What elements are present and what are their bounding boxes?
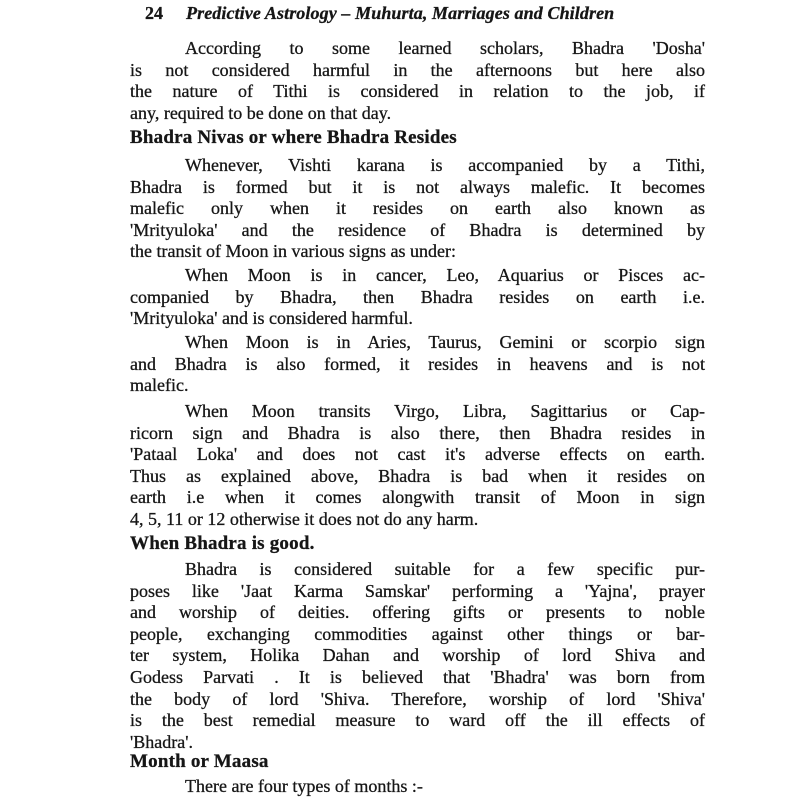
text-line: Godess Parvati . It is believed that 'Bhadra' was born from <box>130 666 705 687</box>
text-line: is the best remedial measure to ward off the ill effects of <box>130 710 705 731</box>
text-line: 'Bhadra'. <box>130 731 193 752</box>
text-line: 'Pataal Loka' and does not cast it's adverse effects on earth. <box>130 444 705 465</box>
book-title: Predictive Astrology – Muhurta, Marriages and Children <box>186 3 615 23</box>
text-line: According to some learned scholars, Bhadra 'Dosha' <box>185 38 705 58</box>
text-line: is not considered harmful in the afternoons but here also <box>130 59 705 80</box>
text-line: 'Mrityuloka' and the residence of Bhadra is determined by <box>130 219 705 240</box>
text-line: ricorn sign and Bhadra is also there, then Bhadra resides in <box>130 422 705 443</box>
text-line: 4, 5, 11 or 12 otherwise it does not do any harm. <box>130 508 479 529</box>
text-line: people, exchanging commodities against other things or bar- <box>130 623 705 644</box>
text-line: Bhadra is formed but it is not always malefic. It becomes <box>130 176 705 197</box>
paragraph <box>130 559 705 753</box>
page-number: 24 <box>145 3 163 23</box>
text-line: There are four types of months :- <box>185 776 423 796</box>
paragraph <box>130 265 705 330</box>
text-line: Whenever, Vishti karana is accompanied by a Tithi, <box>185 155 705 175</box>
text-line: and Bhadra is also formed, it resides in heavens and is not <box>130 353 705 374</box>
paragraph <box>130 38 705 124</box>
text-line: and worship of deities. offering gifts or presents to noble <box>130 602 705 623</box>
text-line: any, required to be done on that day. <box>130 102 392 123</box>
text-line: malefic. <box>130 375 189 396</box>
text-line: When Moon is in cancer, Leo, Aquarius or Pisces ac- <box>185 265 705 285</box>
text-line: the nature of Tithi is considered in relation to the job, if <box>130 81 705 102</box>
text-line: Thus as explained above, Bhadra is bad when it resides on <box>130 465 705 486</box>
paragraph <box>130 776 705 798</box>
section-heading: Bhadra Nivas or where Bhadra Resides <box>130 127 457 148</box>
paragraph <box>130 332 705 397</box>
paragraph <box>130 401 705 531</box>
text-line: malefic only when it resides on earth also known as <box>130 198 705 219</box>
text-line: the transit of Moon in various signs as under: <box>130 241 456 262</box>
text-line: 'Mrityuloka' and is considered harmful. <box>130 308 413 329</box>
text-line: When Moon transits Virgo, Libra, Sagittarius or Cap- <box>185 401 705 421</box>
text-line: Bhadra is considered suitable for a few specific pur- <box>185 559 705 579</box>
section-heading: When Bhadra is good. <box>130 533 315 554</box>
section-heading: Month or Maasa <box>130 751 269 772</box>
text-line: earth i.e when it comes alongwith transit of Moon in sign <box>130 487 705 508</box>
text-line: When Moon is in Aries, Taurus, Gemini or scorpio sign <box>185 332 705 352</box>
text-line: the body of lord 'Shiva. Therefore, worship of lord 'Shiva' <box>130 688 705 709</box>
running-header <box>130 3 705 24</box>
text-line: poses like 'Jaat Karma Samskar' performing a 'Yajna', prayer <box>130 580 705 601</box>
text-line: companied by Bhadra, then Bhadra resides on earth i.e. <box>130 286 705 307</box>
text-line: ter system, Holika Dahan and worship of lord Shiva and <box>130 645 705 666</box>
paragraph <box>130 155 705 263</box>
